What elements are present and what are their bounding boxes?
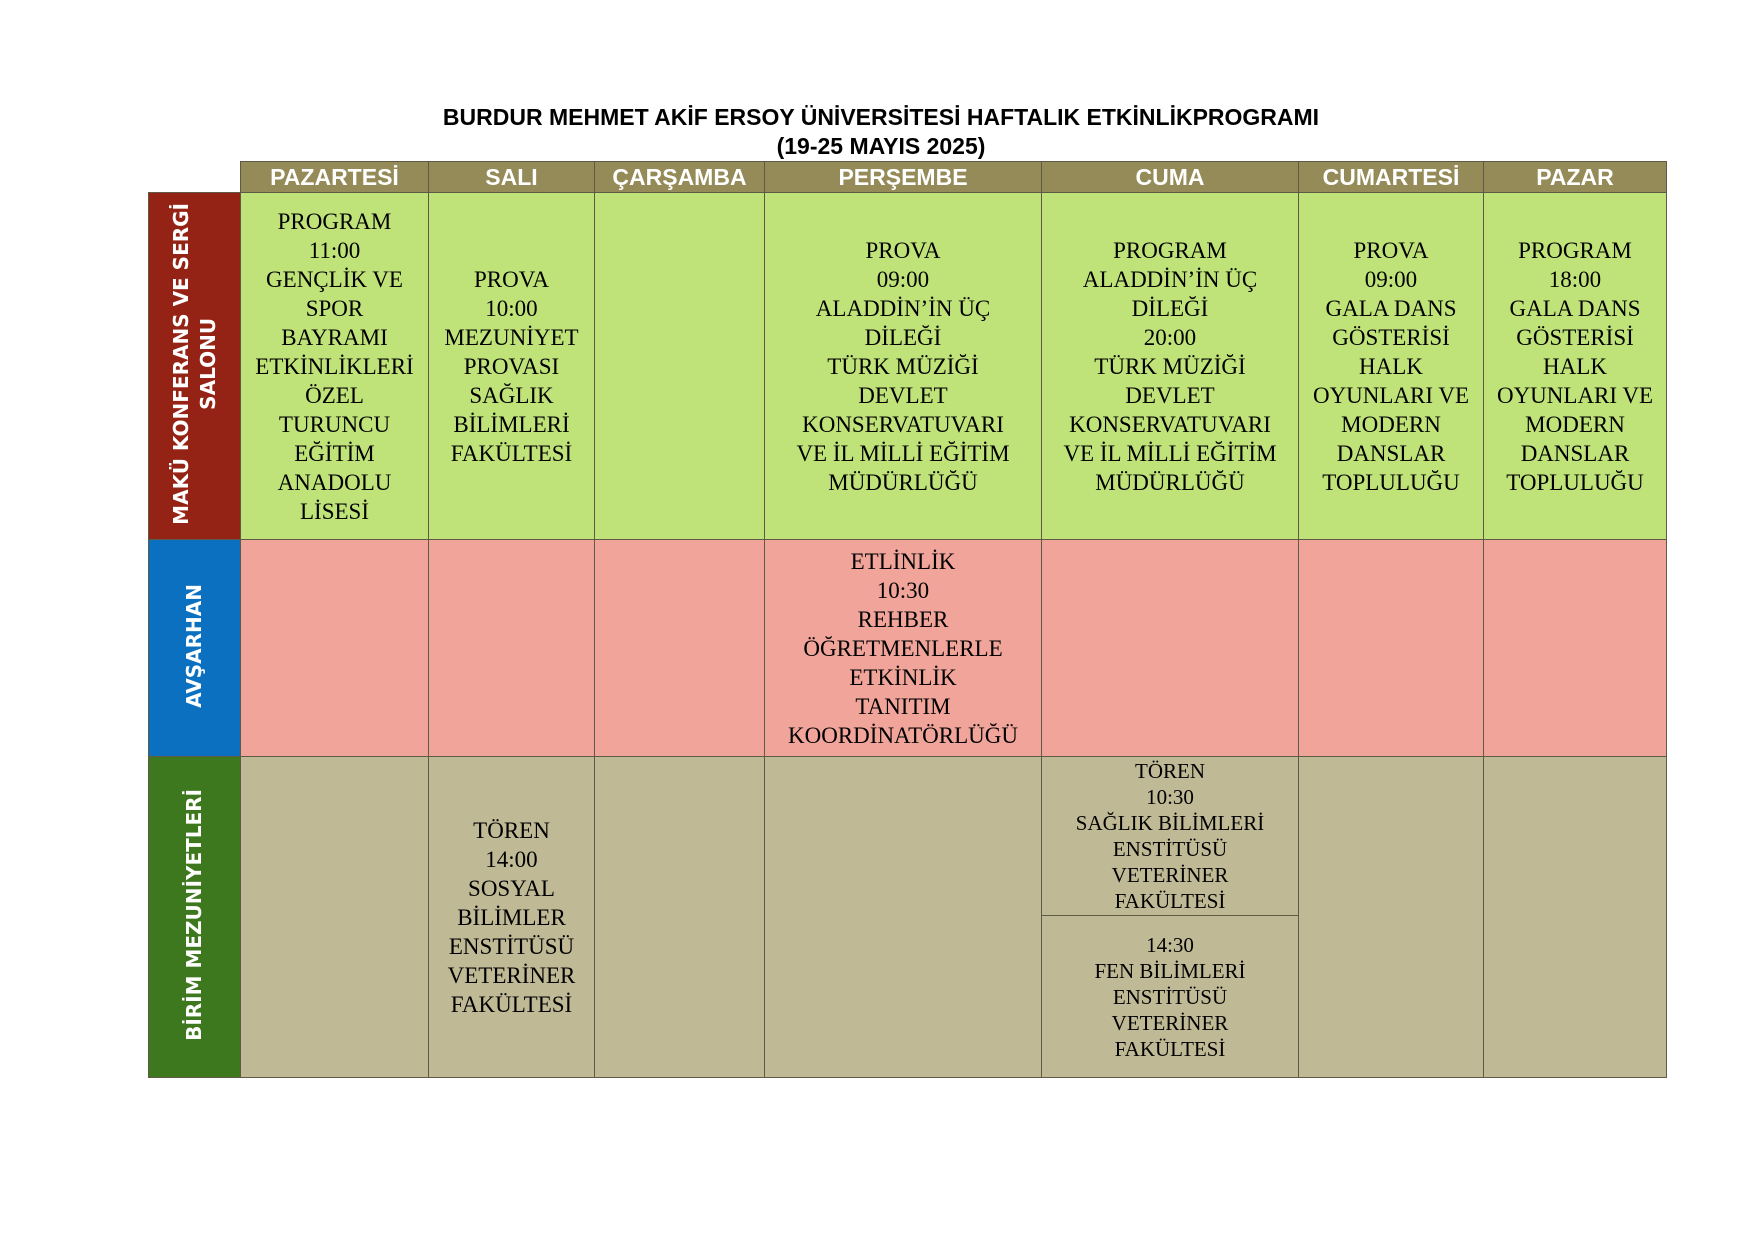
event-text: TÖREN 10:30 SAĞLIK BİLİMLERİ ENSTİTÜSÜ VETERİNER FAKÜLTESİ (1075, 759, 1265, 913)
venue-label-cell (149, 193, 241, 540)
page-title: BURDUR MEHMET AKİF ERSOY ÜNİVERSİTESİ HAFTALIK ETKİNLİKPROGRAMI (442, 104, 1320, 130)
schedule-cell-persembe (765, 757, 1042, 1078)
event-text: PROGRAM ALADDİN’İN ÜÇ DİLEĞİ 20:00 TÜRK MÜZİĞİ DEVLET KONSERVATUVARI VE İL MİLLİ EĞİTİM MÜDÜRLÜĞÜ (1063, 237, 1277, 495)
event-text: PROGRAM 18:00 GALA DANS GÖSTERİSİ HALK OYUNLARI VE MODERN DANSLAR TOPLULUĞU (1496, 237, 1654, 495)
schedule-cell-carsamba (595, 757, 765, 1078)
venue-row-birim-mezuniyetleri (149, 757, 1667, 1078)
venue-label-cell (149, 757, 241, 1078)
event-text: PROVA 10:00 MEZUNİYET PROVASI SAĞLIK BİLİMLERİ FAKÜLTESİ (444, 266, 579, 466)
schedule-cell-sali (429, 540, 595, 757)
split-cell-bottom (1042, 916, 1298, 1077)
schedule-cell-pazartesi (241, 757, 429, 1078)
event-text: 14:30 FEN BİLİMLERİ ENSTİTÜSÜ VETERİNER FAKÜLTESİ (1094, 932, 1246, 1061)
venue-label: BİRİM MEZUNİYETLERİ (182, 788, 206, 1041)
day-header-pazar: PAZAR (1484, 162, 1667, 193)
schedule-cell-sali (429, 757, 595, 1078)
schedule-cell-cumartesi (1299, 757, 1484, 1078)
schedule-cell-carsamba (595, 540, 765, 757)
day-header-persembe: PERŞEMBE (765, 162, 1042, 193)
weekly-schedule-table (148, 161, 1667, 1078)
schedule-cell-pazar (1484, 757, 1667, 1078)
schedule-cell-cumartesi (1299, 540, 1484, 757)
event-text: ETLİNLİK 10:30 REHBER ÖĞRETMENLERLE ETKİNLİK TANITIM KOORDİNATÖRLÜĞÜ (788, 548, 1018, 748)
schedule-cell-pazar (1484, 193, 1667, 540)
event-text: PROVA 09:00 ALADDİN’İN ÜÇ DİLEĞİ TÜRK MÜZİĞİ DEVLET KONSERVATUVARI VE İL MİLLİ EĞİTİM MÜDÜRLÜĞÜ (796, 237, 1010, 495)
event-text: TÖREN 14:00 SOSYAL BİLİMLER ENSTİTÜSÜ VETERİNER FAKÜLTESİ (447, 817, 576, 1017)
venue-row-avsarhan (149, 540, 1667, 757)
day-header-row (149, 162, 1667, 193)
schedule-cell-pazartesi (241, 540, 429, 757)
schedule-cell-sali (429, 193, 595, 540)
schedule-cell-cuma (1042, 540, 1299, 757)
split-cell (1042, 757, 1298, 1077)
event-text: PROVA 09:00 GALA DANS GÖSTERİSİ HALK OYUNLARI VE MODERN DANSLAR TOPLULUĞU (1312, 237, 1470, 495)
venue-label-cell (149, 540, 241, 757)
schedule-cell-cuma (1042, 193, 1299, 540)
schedule-cell-carsamba (595, 193, 765, 540)
schedule-cell-persembe (765, 193, 1042, 540)
day-header-carsamba: ÇARŞAMBA (595, 162, 765, 193)
page-subtitle-date-range: (19-25 MAYIS 2025) (776, 133, 986, 159)
event-text: PROGRAM 11:00 GENÇLİK VE SPOR BAYRAMI ETKİNLİKLERİ ÖZEL TURUNCU EĞİTİM ANADOLU LİSESİ (255, 208, 414, 524)
schedule-cell-pazar (1484, 540, 1667, 757)
schedule-cell-pazartesi (241, 193, 429, 540)
schedule-cell-cuma (1042, 757, 1299, 1078)
schedule-cell-persembe (765, 540, 1042, 757)
day-header-cuma: CUMA (1042, 162, 1299, 193)
day-header-pazartesi: PAZARTESİ (241, 162, 429, 193)
venue-row-konferans-salonu (149, 193, 1667, 540)
venue-label: AVŞARHAN (182, 583, 206, 708)
day-header-cumartesi: CUMARTESİ (1299, 162, 1484, 193)
split-cell-top (1042, 757, 1298, 916)
schedule-cell-cumartesi (1299, 193, 1484, 540)
day-header-sali: SALI (429, 162, 595, 193)
header-corner (149, 162, 241, 193)
venue-label: MAKÜ KONFERANS VE SERGİ SALONU (168, 202, 220, 525)
